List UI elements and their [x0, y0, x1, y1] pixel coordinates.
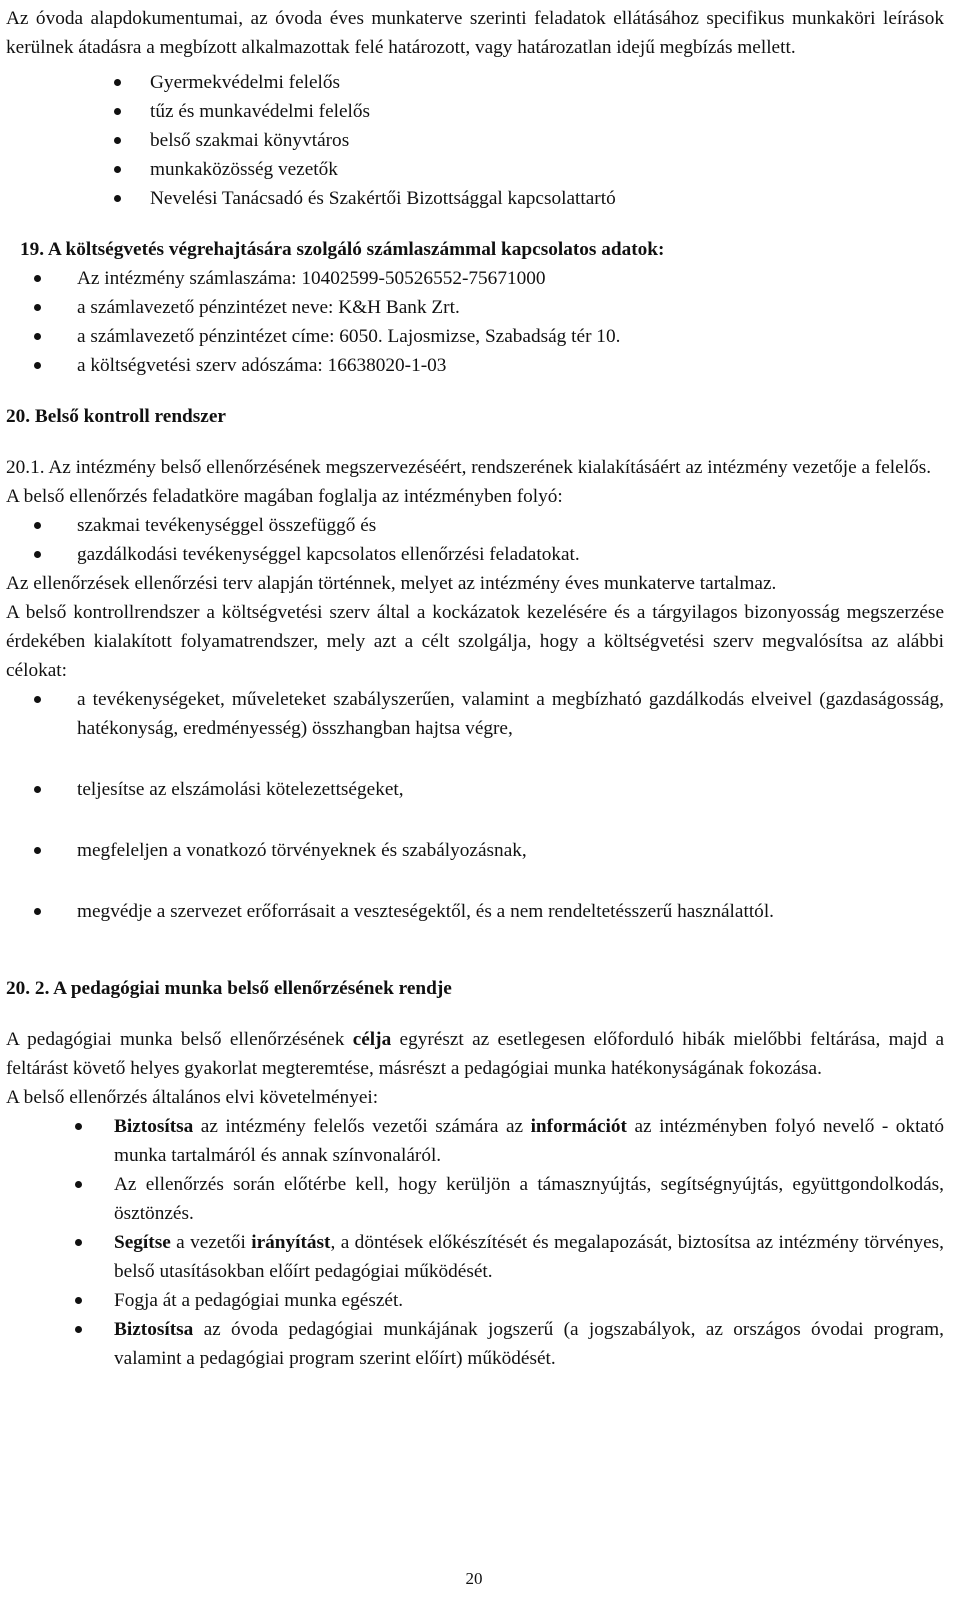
- list-item: Az ellenőrzés során előtérbe kell, hogy kerüljön a támasznyújtás, segítségnyújtás, együttgondolkodás, ösztönzés.: [6, 1170, 944, 1228]
- list-item: a tevékenységeket, műveleteket szabályszerűen, valamint a megbízható gazdálkodás elveivel (gazdaságosság, hatékonyság, eredményesség) összhangban hajtsa végre,: [6, 685, 944, 743]
- paragraph: A pedagógiai munka belső ellenőrzésének célja egyrészt az esetlegesen előforduló hibák mielőbbi feltárása, majd a feltárást követő helyes gyakorlat megteremtése, másrészt a pedagógiai munka hatékonyságának fokozása.: [6, 1029, 945, 1079]
- list-item: tűz és munkavédelmi felelős: [6, 97, 944, 126]
- paragraph: Az ellenőrzések ellenőrzési terv alapján történnek, melyet az intézmény éves munkaterve tartalmaz.: [6, 573, 777, 594]
- intro-paragraph: Az óvoda alapdokumentumai, az óvoda éves munkaterve szerinti feladatok ellátásához specifikus munkaköri leírások kerülnek átadásra a megbízott alkalmazottak felé határozott, vagy határozatlan idejű megbízás mellett.: [6, 8, 944, 58]
- requirements-list: [6, 1112, 944, 1373]
- list-item: gazdálkodási tevékenységgel kapcsolatos ellenőrzési feladatokat.: [6, 540, 944, 569]
- list-item: Biztosítsa az óvoda pedagógiai munkájának jogszerű (a jogszabályok, az országos óvodai program, valamint a pedagógiai program szerint előírt) működését.: [6, 1315, 944, 1373]
- list-item: megfeleljen a vonatkozó törvényeknek és szabályozásnak,: [6, 836, 944, 865]
- section-heading-20: 20. Belső kontroll rendszer: [6, 406, 226, 427]
- list-item: a számlavezető pénzintézet címe: 6050. Lajosmizse, Szabadság tér 10.: [6, 322, 944, 351]
- list-item: belső szakmai könyvtáros: [6, 126, 944, 155]
- list-item: Biztosítsa az intézmény felelős vezetői számára az információt az intézményben folyó nevelő - oktató munka tartalmáról és annak színvonaláról.: [6, 1112, 944, 1170]
- scope-list: [6, 511, 944, 569]
- account-data-list: [6, 264, 944, 380]
- section-heading-19: 19. A költségvetés végrehajtására szolgáló számlaszámmal kapcsolatos adatok:: [20, 239, 665, 260]
- list-item: teljesítse az elszámolási kötelezettségeket,: [6, 775, 944, 804]
- list-item: a költségvetési szerv adószáma: 16638020-1-03: [6, 351, 944, 380]
- list-item: Segítse a vezetői irányítást, a döntések előkészítését és megalapozását, biztosítsa az intézmény törvényes, belső utasításokban előírt pedagógiai működését.: [6, 1228, 944, 1286]
- paragraph: A belső ellenőrzés feladatköre magában foglalja az intézményben folyó:: [6, 486, 563, 507]
- paragraph: A belső ellenőrzés általános elvi követelményei:: [6, 1087, 379, 1108]
- goals-list: [6, 685, 944, 926]
- list-item: Az intézmény számlaszáma: 10402599-50526552-75671000: [6, 264, 944, 293]
- list-item: Nevelési Tanácsadó és Szakértői Bizottsággal kapcsolattartó: [6, 184, 944, 213]
- roles-list: [6, 68, 944, 213]
- paragraph: A belső kontrollrendszer a költségvetési szerv által a kockázatok kezelésére és a tárgyilagos bizonyosság megszerzése érdekében kialakított folyamatrendszer, mely azt a célt szolgálja, hogy a költségvetési szerv megvalósítsa az alábbi célokat:: [6, 602, 944, 681]
- paragraph: 20.1. Az intézmény belső ellenőrzésének megszervezéséért, rendszerének kialakításáért az intézmény vezetője a felelős.: [6, 457, 932, 478]
- list-item: Fogja át a pedagógiai munka egészét.: [6, 1286, 944, 1315]
- list-item: a számlavezető pénzintézet neve: K&H Bank Zrt.: [6, 293, 944, 322]
- list-item: munkaközösség vezetők: [6, 155, 944, 184]
- document-page: [6, 4, 944, 1373]
- list-item: szakmai tevékenységgel összefüggő és: [6, 511, 944, 540]
- section-heading-20-2: 20. 2. A pedagógiai munka belső ellenőrzésének rendje: [6, 978, 452, 999]
- page-number: 20: [465, 1569, 483, 1588]
- list-item: Gyermekvédelmi felelős: [6, 68, 944, 97]
- list-item: megvédje a szervezet erőforrásait a veszteségektől, és a nem rendeltetésszerű használattól.: [6, 897, 944, 926]
